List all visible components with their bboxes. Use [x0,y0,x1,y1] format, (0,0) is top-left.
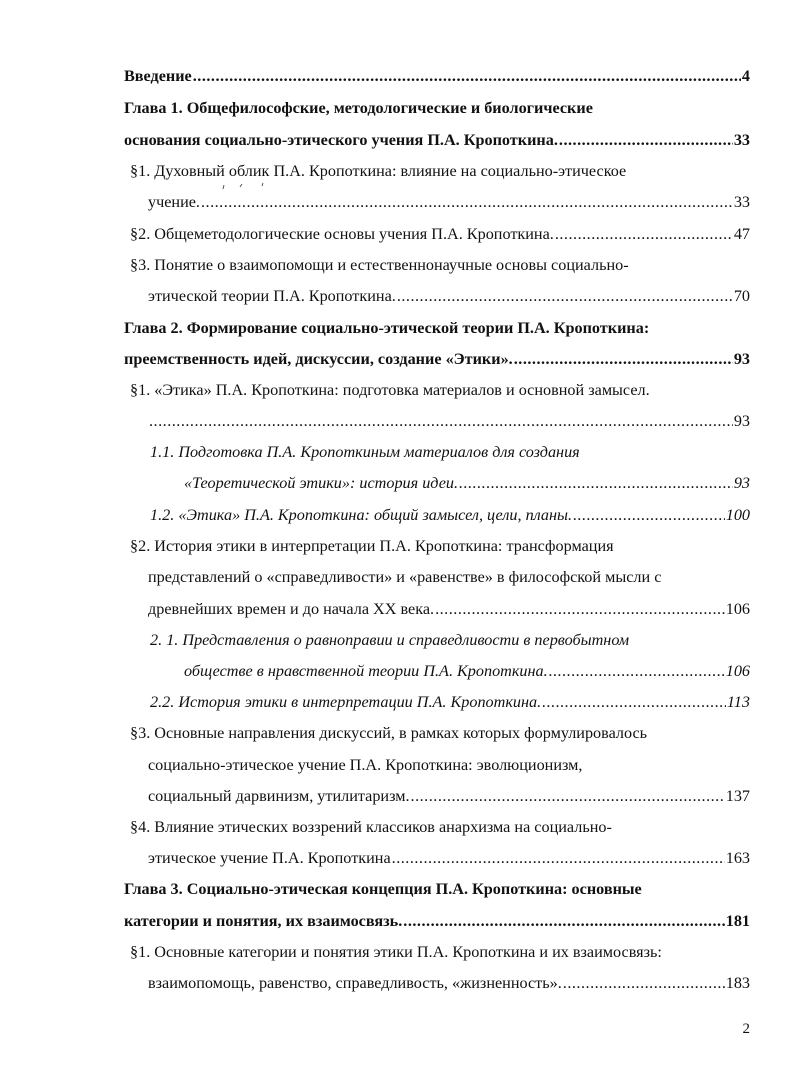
toc-entry-title: категории и понятия, их взаимосвязь. [124,912,403,930]
toc-entry-title: преемственность идей, дискуссии, создание «Этики». [124,350,513,368]
toc-ch2-section-1[interactable] [148,406,750,437]
toc-ch2-section-4-line1[interactable]: §4. Влияние этических воззрений классиков анархизма на социально- [130,818,612,836]
toc-leader-dots [573,500,725,531]
toc-entry-title: взаимопомощь, равенство, справедливость, «жизненность». [148,974,562,992]
toc-entry-title: 2.2. История этики в интерпретации П.А. Кропоткина. [150,693,542,711]
toc-page-number: 33 [733,193,750,211]
scan-artifact-marks [218,181,278,191]
toc-page-number: 93 [733,474,750,492]
toc-leader-dots [459,468,733,499]
toc-ch1-section-2[interactable] [130,219,750,250]
toc-leader-dots [555,219,733,250]
toc-page-number: 47 [733,225,750,243]
toc-entry-title: Введение [124,67,192,85]
toc-entry-title: социальный дарвинизм, утилитаризм. [148,787,410,805]
toc-entry-title: древнейших времен и до начала XX века. [148,600,435,618]
toc-entry-title: обществе в нравственной теории П.А. Кропоткина. [184,662,548,680]
toc-leader-dots [435,594,725,625]
toc-ch1-section-1[interactable] [148,187,750,218]
toc-ch2-section-3[interactable] [148,781,750,812]
toc-chapter-3[interactable] [124,906,750,937]
toc-page-number: 106 [725,600,750,618]
toc-entry-title: этической теории П.А. Кропоткина. [148,287,396,305]
toc-ch2-subsection-1-1-line1[interactable]: 1.1. Подготовка П.А. Кропоткиным материалов для создания [150,443,580,461]
toc-ch2-subsection-1-2[interactable] [150,500,750,531]
toc-chapter-2-title-line1[interactable]: Глава 2. Формирование социально-этической теории П.А. Кропоткина: [124,319,650,337]
toc-ch2-subsection-2-1-line1[interactable]: 2. 1. Представления о равноправии и справедливости в первобытном [150,631,630,649]
toc-ch2-section-2[interactable] [148,594,750,625]
toc-page-number: 181 [725,912,750,930]
toc-page-number: 183 [725,974,750,992]
toc-ch3-section-1-line1[interactable]: §1. Основные категории и понятия этики П.А. Кропоткина и их взаимосвязь: [130,943,662,961]
toc-leader-dots [559,125,733,156]
toc-page-number: 163 [725,849,750,867]
toc-entry-title: этическое учение П.А. Кропоткина [148,849,391,867]
toc-ch2-section-3-line2[interactable]: социально-этическое учение П.А. Кропоткина: эволюционизм, [148,756,583,774]
toc-page-number: 70 [733,287,750,305]
toc-ch1-section-1-line1[interactable]: §1. Духовный облик П.А. Кропоткина: влияние на социально-этическое [130,162,627,180]
toc-leader-dots [549,656,725,687]
toc-page-number: 93 [733,350,750,368]
toc-leader-dots [563,968,725,999]
toc-page-number: 113 [726,693,750,711]
toc-ch2-subsection-2-1[interactable] [184,656,750,687]
toc-entry-introduction[interactable] [124,61,750,92]
toc-ch2-section-4[interactable] [148,843,750,874]
toc-ch2-section-3-line1[interactable]: §3. Основные направления дискуссий, в рамках которых формулировалось [130,724,648,742]
toc-page-number: 4 [741,67,750,85]
toc-ch2-subsection-1-1[interactable] [184,468,750,499]
toc-leader-dots [149,406,733,437]
toc-leader-dots [542,687,726,718]
toc-ch1-section-3[interactable] [148,281,750,312]
toc-entry-title: основания социально-этического учения П.А. Кропоткина. [124,131,558,149]
toc-chapter-1-title-line1[interactable]: Глава 1. Общефилософские, методологические и биологические [124,99,593,117]
toc-page-number: 100 [725,506,750,524]
toc-entry-title: 1.2. «Этика» П.А. Кропоткина: общий замысел, цели, планы. [150,506,573,524]
toc-leader-dots [201,187,733,218]
toc-chapter-2[interactable] [124,344,750,375]
toc-ch2-section-2-line1[interactable]: §2. История этики в интерпретации П.А. Кропоткина: трансформация [130,537,614,555]
toc-leader-dots [514,344,733,375]
toc-entry-title: «Теоретической этики»: история идеи. [184,474,459,492]
toc-leader-dots [397,281,733,312]
toc-ch2-subsection-2-2[interactable] [150,687,750,718]
toc-ch2-section-1-line1[interactable]: §1. «Этика» П.А. Кропоткина: подготовка материалов и основной замысел. [130,381,650,399]
toc-page-number: 33 [733,131,750,149]
toc-chapter-3-title-line1[interactable]: Глава 3. Социально-этическая концепция П.А. Кропоткина: основные [124,880,642,898]
toc-leader-dots [193,61,741,92]
toc-leader-dots [403,906,724,937]
toc-ch1-section-3-line1[interactable]: §3. Понятие о взаимопомощи и естественнонаучные основы социально- [130,256,629,274]
page-number: 2 [742,1021,750,1037]
toc-page-number: 137 [725,787,750,805]
toc-page-number: 106 [725,662,750,680]
toc-entry-title: учение. [148,193,200,211]
toc-chapter-1[interactable] [124,125,750,156]
toc-entry-title: §2. Общеметодологические основы учения П.А. Кропоткина. [130,225,554,243]
toc-ch3-section-1[interactable] [148,968,750,999]
toc-leader-dots [392,843,725,874]
toc-ch2-section-2-line2[interactable]: представлений о «справедливости» и «равенстве» в философской мысли с [148,568,662,586]
toc-page-number: 93 [733,412,750,430]
toc-leader-dots [411,781,725,812]
